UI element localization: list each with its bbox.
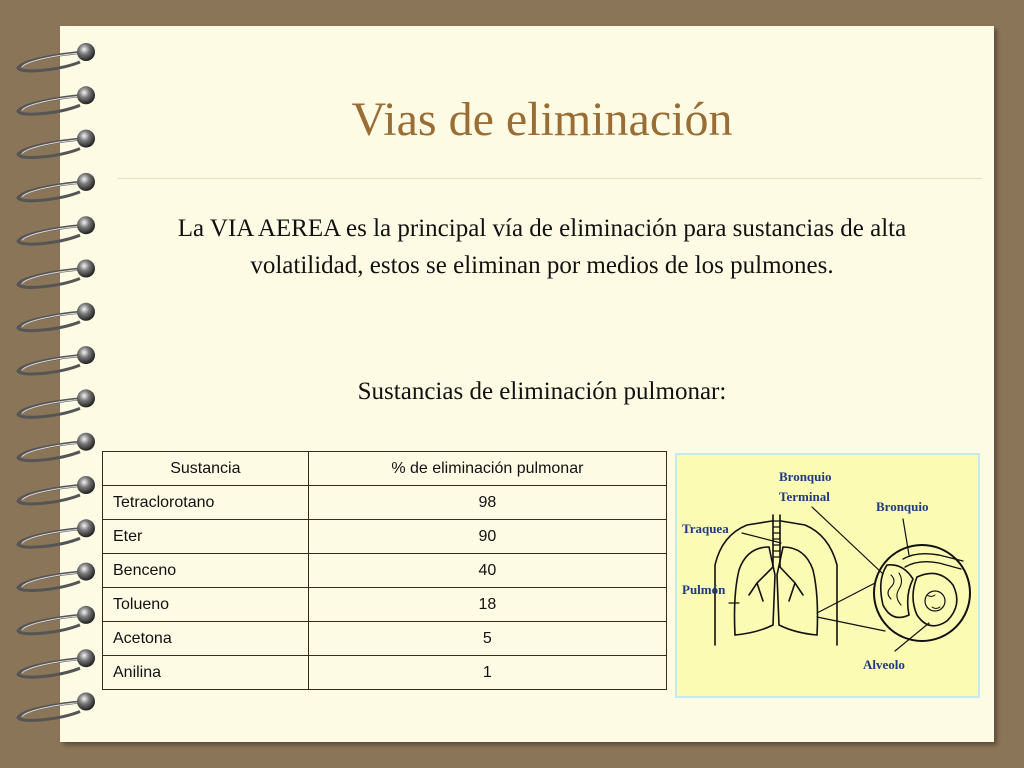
binding-hole	[77, 519, 95, 537]
binding-ring-wire	[18, 485, 86, 504]
table-row	[103, 656, 667, 690]
binding-ring-wire	[18, 225, 86, 244]
binding-ring-wire	[18, 355, 86, 374]
header-substance: Sustancia	[103, 452, 309, 486]
binding-ring-wire	[18, 52, 86, 71]
binding-hole	[77, 693, 95, 711]
substance-percent: 18	[308, 588, 666, 622]
label-bronquio-terminal-2: Terminal	[779, 489, 830, 504]
substance-percent: 1	[308, 656, 666, 690]
binding-ring-wire	[18, 182, 86, 201]
binding-ring-wire	[18, 442, 86, 461]
binding-hole	[77, 173, 95, 191]
label-traquea: Traquea	[682, 521, 729, 536]
substance-name: Anilina	[103, 656, 309, 690]
substance-percent: 5	[308, 622, 666, 656]
label-bronquio: Bronquio	[876, 499, 929, 514]
substance-name: Benceno	[103, 554, 309, 588]
intro-paragraph: La VIA AEREA es la principal vía de eliminación para sustancias de alta volatilidad, estos se eliminan por medios de los pulmones.	[177, 215, 907, 279]
binding-ring-wire	[18, 572, 86, 591]
label-alveolo: Alveolo	[863, 657, 905, 672]
lung-diagram	[675, 453, 980, 698]
binding-hole	[77, 433, 95, 451]
binding-hole	[77, 346, 95, 364]
binding-hole	[77, 303, 95, 321]
binding-hole	[77, 389, 95, 407]
binding-hole	[77, 476, 95, 494]
table-row	[103, 554, 667, 588]
binding-ring-wire	[18, 269, 86, 288]
binding-ring-wire	[18, 312, 86, 331]
substance-name: Tolueno	[103, 588, 309, 622]
substance-name: Eter	[103, 520, 309, 554]
substance-name: Acetona	[103, 622, 309, 656]
binding-ring-wire	[18, 615, 86, 634]
substance-percent: 90	[308, 520, 666, 554]
table-row	[103, 520, 667, 554]
table-header-row	[103, 452, 667, 486]
substance-percent: 98	[308, 486, 666, 520]
table-row	[103, 588, 667, 622]
binding-hole	[77, 43, 95, 61]
elimination-table	[102, 451, 667, 690]
header-percent: % de eliminación pulmonar	[308, 452, 666, 486]
binding-hole	[77, 606, 95, 624]
substance-name: Tetraclorotano	[103, 486, 309, 520]
label-bronquio-terminal-1: Bronquio	[779, 469, 832, 484]
binding-hole	[77, 649, 95, 667]
binding-ring-wire	[18, 702, 86, 721]
table-row	[103, 486, 667, 520]
binding-hole	[77, 563, 95, 581]
slide-title: Vias de eliminación	[351, 93, 733, 146]
table-caption: Sustancias de eliminación pulmonar:	[357, 378, 727, 405]
binding-hole	[77, 216, 95, 234]
binding-ring-wire	[18, 398, 86, 417]
substance-percent: 40	[308, 554, 666, 588]
binding-ring-wire	[18, 528, 86, 547]
title-divider	[118, 178, 982, 179]
binding-ring-wire	[18, 658, 86, 677]
label-pulmon: Pulmón	[682, 582, 726, 597]
table-row	[103, 622, 667, 656]
binding-hole	[77, 260, 95, 278]
